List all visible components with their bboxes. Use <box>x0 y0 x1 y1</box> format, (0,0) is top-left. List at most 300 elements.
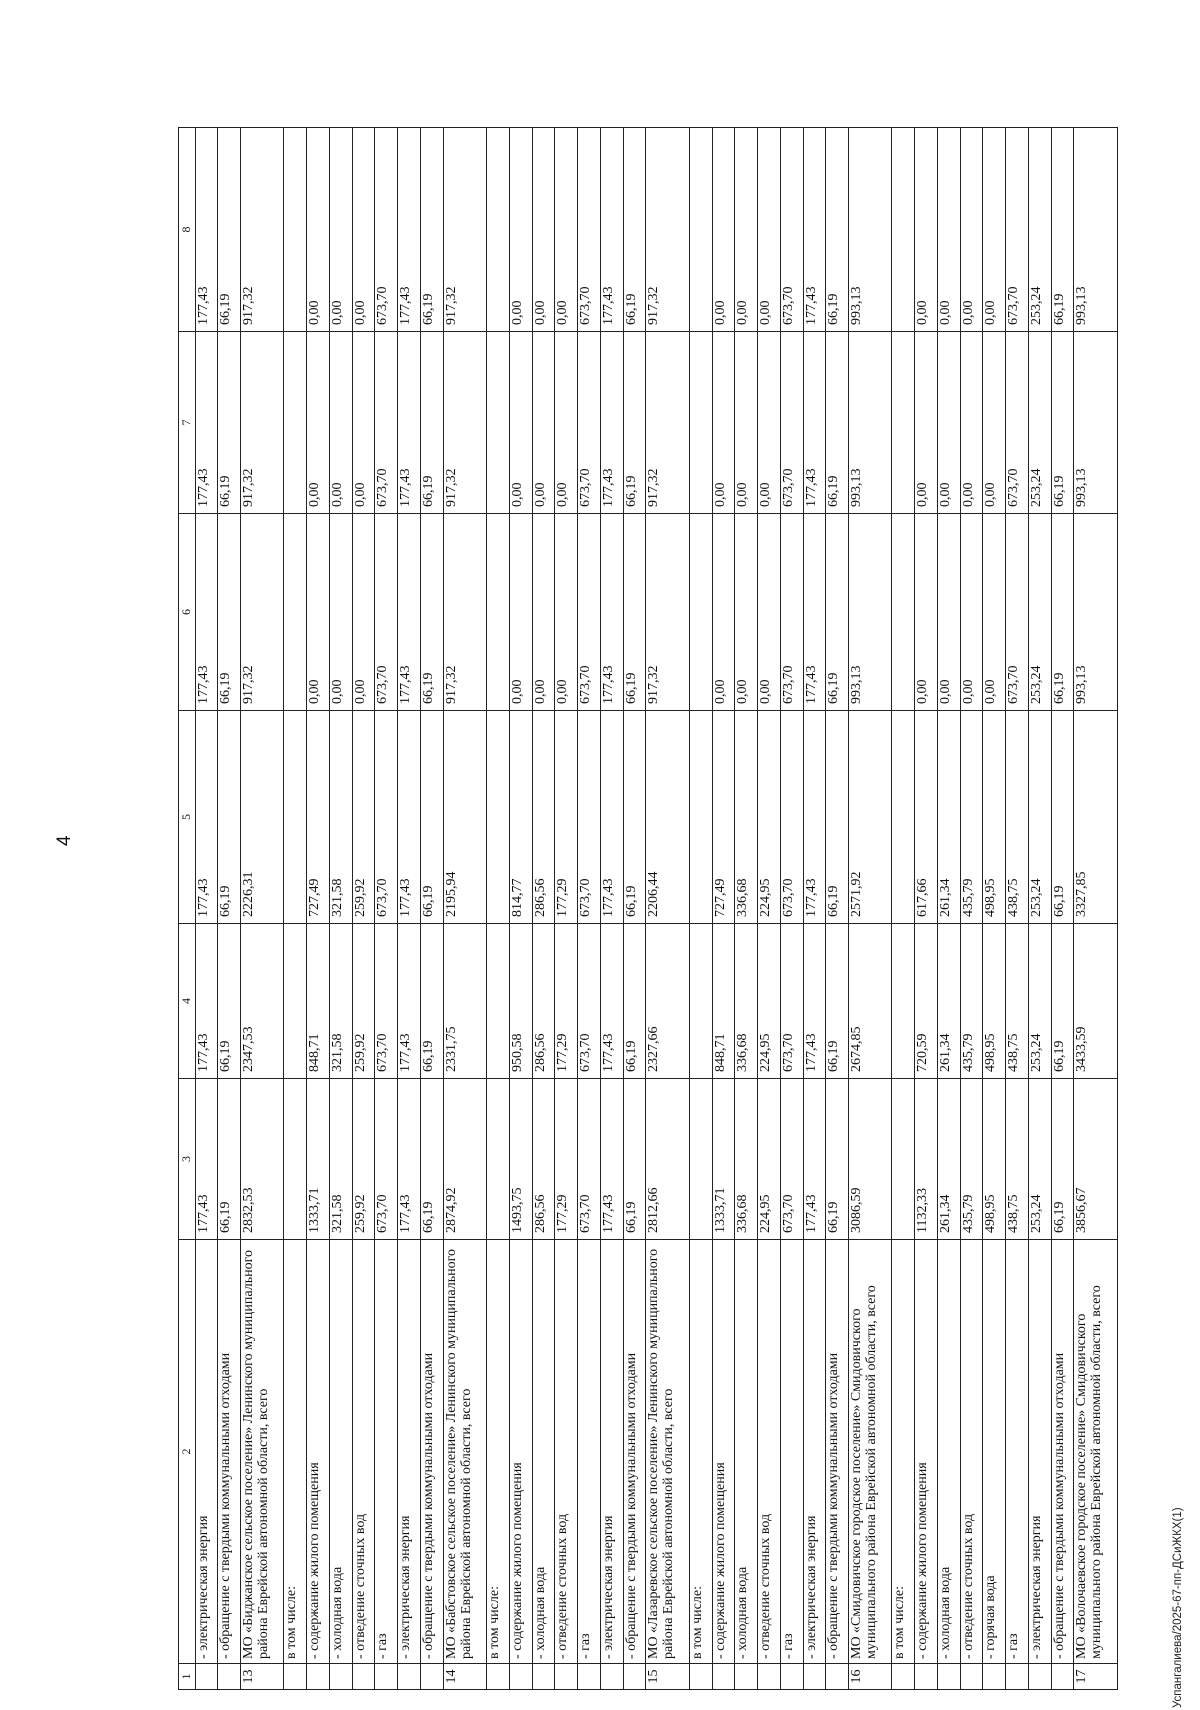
row-number <box>420 1664 443 1690</box>
row-label: - горячая вода <box>983 1240 1006 1664</box>
value-cell: 848,71 <box>712 924 735 1079</box>
value-cell <box>284 332 307 514</box>
value-cell: 498,95 <box>983 711 1006 924</box>
value-cell: 0,00 <box>307 514 330 711</box>
value-cell: 66,19 <box>420 514 443 711</box>
row-number <box>758 1664 781 1690</box>
value-cell: 673,70 <box>375 514 398 711</box>
value-cell <box>487 711 510 924</box>
value-cell: 177,43 <box>398 332 421 514</box>
row-number <box>307 1664 330 1690</box>
value-cell: 177,43 <box>803 332 826 514</box>
value-cell: 438,75 <box>1006 1079 1029 1240</box>
value-cell: 673,70 <box>375 1079 398 1240</box>
row-number <box>937 1664 960 1690</box>
row-label: - содержание жилого помещения <box>712 1240 735 1664</box>
value-cell: 286,56 <box>532 924 555 1079</box>
row-number <box>578 1664 601 1690</box>
value-cell: 0,00 <box>758 128 781 332</box>
row-number <box>218 1664 241 1690</box>
row-number <box>555 1664 578 1690</box>
table-row <box>1006 128 1029 1690</box>
value-cell: 950,58 <box>509 924 532 1079</box>
row-label: - содержание жилого помещения <box>915 1240 938 1664</box>
value-cell: 720,59 <box>915 924 938 1079</box>
row-number <box>375 1664 398 1690</box>
value-cell: 259,92 <box>352 924 375 1079</box>
value-cell: 3433,59 <box>1074 924 1118 1079</box>
value-cell: 673,70 <box>578 711 601 924</box>
value-cell: 0,00 <box>329 514 352 711</box>
document-reference: Успангалиева/2025-67-пп-ДСиЖКХ(1) <box>1172 1507 1184 1708</box>
value-cell: 848,71 <box>307 924 330 1079</box>
value-cell: 673,70 <box>375 332 398 514</box>
row-label: МО «Бабстовское сельское поселение» Ленинского муниципального района Еврейской автономной области, всего <box>443 1240 486 1664</box>
row-label: в том числе: <box>487 1240 510 1664</box>
value-cell: 673,70 <box>578 128 601 332</box>
value-cell: 617,66 <box>915 711 938 924</box>
value-cell: 261,34 <box>937 924 960 1079</box>
value-cell: 321,58 <box>329 924 352 1079</box>
value-cell: 224,95 <box>758 711 781 924</box>
value-cell: 177,29 <box>555 1079 578 1240</box>
table-row <box>487 128 510 1690</box>
table-row <box>712 128 735 1690</box>
column-header: 3 <box>179 1079 196 1240</box>
value-cell: 66,19 <box>826 1079 849 1240</box>
page-number: 4 <box>54 835 75 846</box>
value-cell: 1333,71 <box>712 1079 735 1240</box>
value-cell: 177,29 <box>555 924 578 1079</box>
value-cell: 0,00 <box>758 514 781 711</box>
value-cell: 498,95 <box>983 924 1006 1079</box>
value-cell: 2832,53 <box>241 1079 284 1240</box>
column-header: 4 <box>179 924 196 1079</box>
value-cell: 261,34 <box>937 711 960 924</box>
value-cell: 0,00 <box>915 128 938 332</box>
table-header-row <box>179 128 196 1690</box>
row-number <box>195 1664 218 1690</box>
value-cell: 261,34 <box>937 1079 960 1240</box>
row-label: - отведение сточных вод <box>555 1240 578 1664</box>
row-number: 16 <box>849 1664 892 1690</box>
value-cell: 0,00 <box>712 332 735 514</box>
table-row <box>983 128 1006 1690</box>
value-cell: 673,70 <box>578 332 601 514</box>
value-cell: 0,00 <box>915 514 938 711</box>
row-label: - электрическая энергия <box>398 1240 421 1664</box>
value-cell: 673,70 <box>375 128 398 332</box>
value-cell: 0,00 <box>329 332 352 514</box>
value-cell: 224,95 <box>758 924 781 1079</box>
value-cell: 0,00 <box>983 332 1006 514</box>
table-row <box>352 128 375 1690</box>
value-cell <box>892 128 915 332</box>
value-cell: 177,43 <box>195 711 218 924</box>
value-cell: 2195,94 <box>443 711 486 924</box>
value-cell: 177,43 <box>600 924 623 1079</box>
table-row <box>780 128 803 1690</box>
value-cell: 727,49 <box>307 711 330 924</box>
value-cell: 177,43 <box>803 1079 826 1240</box>
row-label: - обращение с твердыми коммунальными отходами <box>1051 1240 1074 1664</box>
row-label: - электрическая энергия <box>803 1240 826 1664</box>
value-cell: 673,70 <box>375 711 398 924</box>
row-number <box>284 1664 307 1690</box>
table-row <box>329 128 352 1690</box>
value-cell: 3856,67 <box>1074 1079 1118 1240</box>
value-cell: 673,70 <box>780 711 803 924</box>
value-cell: 177,43 <box>398 128 421 332</box>
value-cell: 917,32 <box>241 128 284 332</box>
value-cell: 286,56 <box>532 711 555 924</box>
value-cell: 0,00 <box>937 332 960 514</box>
column-header: 5 <box>179 711 196 924</box>
table-row <box>307 128 330 1690</box>
value-cell: 66,19 <box>826 711 849 924</box>
value-cell: 2331,75 <box>443 924 486 1079</box>
column-header: 7 <box>179 332 196 514</box>
value-cell: 2327,66 <box>646 924 689 1079</box>
row-number <box>509 1664 532 1690</box>
table-row <box>960 128 983 1690</box>
value-cell: 993,13 <box>1074 514 1118 711</box>
row-label: - отведение сточных вод <box>960 1240 983 1664</box>
table-row <box>1074 128 1118 1690</box>
value-cell: 177,43 <box>398 1079 421 1240</box>
column-header: 2 <box>179 1240 196 1664</box>
value-cell: 993,13 <box>849 332 892 514</box>
value-cell: 673,70 <box>578 924 601 1079</box>
row-number: 13 <box>241 1664 284 1690</box>
value-cell: 177,43 <box>195 332 218 514</box>
row-label: МО «Волочаевское городское поселение» Смидовичского муниципального района Еврейской автономной области, всего <box>1074 1240 1118 1664</box>
value-cell <box>487 924 510 1079</box>
value-cell: 0,00 <box>758 332 781 514</box>
value-cell: 177,43 <box>195 128 218 332</box>
value-cell <box>892 1079 915 1240</box>
value-cell: 993,13 <box>849 514 892 711</box>
value-cell <box>892 514 915 711</box>
value-cell: 66,19 <box>623 332 646 514</box>
value-cell <box>892 924 915 1079</box>
value-cell: 177,29 <box>555 711 578 924</box>
row-label: в том числе: <box>284 1240 307 1664</box>
value-cell: 727,49 <box>712 711 735 924</box>
value-cell: 286,56 <box>532 1079 555 1240</box>
table-row <box>826 128 849 1690</box>
value-cell: 1493,75 <box>509 1079 532 1240</box>
value-cell: 2674,85 <box>849 924 892 1079</box>
value-cell: 66,19 <box>218 1079 241 1240</box>
value-cell: 66,19 <box>420 711 443 924</box>
value-cell: 66,19 <box>623 128 646 332</box>
value-cell: 0,00 <box>735 514 758 711</box>
value-cell: 993,13 <box>1074 128 1118 332</box>
value-cell <box>284 711 307 924</box>
table-row <box>398 128 421 1690</box>
value-cell <box>487 1079 510 1240</box>
row-label: - электрическая энергия <box>195 1240 218 1664</box>
value-cell: 993,13 <box>1074 332 1118 514</box>
value-cell: 0,00 <box>509 128 532 332</box>
value-cell: 0,00 <box>712 128 735 332</box>
value-cell <box>892 332 915 514</box>
row-label: - электрическая энергия <box>1028 1240 1051 1664</box>
value-cell: 66,19 <box>1051 514 1074 711</box>
row-number <box>712 1664 735 1690</box>
value-cell: 673,70 <box>780 514 803 711</box>
row-label: МО «Биджанское сельское поселение» Ленинского муниципального района Еврейской автономной области, всего <box>241 1240 284 1664</box>
table-row <box>646 128 689 1690</box>
table-row <box>892 128 915 1690</box>
value-cell <box>689 1079 712 1240</box>
value-cell <box>689 128 712 332</box>
value-cell: 177,43 <box>600 332 623 514</box>
table-row <box>284 128 307 1690</box>
row-number <box>600 1664 623 1690</box>
value-cell: 0,00 <box>509 514 532 711</box>
table-row <box>555 128 578 1690</box>
table-row <box>443 128 486 1690</box>
value-cell: 0,00 <box>532 128 555 332</box>
value-cell: 66,19 <box>1051 128 1074 332</box>
column-header: 6 <box>179 514 196 711</box>
value-cell: 66,19 <box>218 924 241 1079</box>
value-cell <box>689 711 712 924</box>
value-cell: 814,77 <box>509 711 532 924</box>
value-cell: 66,19 <box>623 711 646 924</box>
value-cell: 0,00 <box>712 514 735 711</box>
table-row <box>1051 128 1074 1690</box>
value-cell: 336,68 <box>735 1079 758 1240</box>
value-cell: 177,43 <box>600 1079 623 1240</box>
value-cell <box>689 332 712 514</box>
row-label: - содержание жилого помещения <box>307 1240 330 1664</box>
value-cell: 673,70 <box>578 514 601 711</box>
value-cell: 0,00 <box>307 128 330 332</box>
value-cell: 0,00 <box>532 332 555 514</box>
row-label: - газ <box>1006 1240 1029 1664</box>
value-cell: 177,43 <box>600 128 623 332</box>
value-cell: 0,00 <box>555 514 578 711</box>
value-cell: 673,70 <box>375 924 398 1079</box>
row-label: МО «Смидовичское городское поселение» Смидовичского муниципального района Еврейской автономной области, всего <box>849 1240 892 1664</box>
value-cell: 2812,66 <box>646 1079 689 1240</box>
row-number <box>983 1664 1006 1690</box>
table-row <box>195 128 218 1690</box>
value-cell: 0,00 <box>352 514 375 711</box>
value-cell: 1333,71 <box>307 1079 330 1240</box>
row-number <box>398 1664 421 1690</box>
value-cell: 0,00 <box>307 332 330 514</box>
value-cell: 321,58 <box>329 1079 352 1240</box>
value-cell: 253,24 <box>1028 128 1051 332</box>
value-cell: 66,19 <box>420 332 443 514</box>
value-cell: 177,43 <box>803 514 826 711</box>
value-cell: 66,19 <box>826 332 849 514</box>
value-cell <box>284 1079 307 1240</box>
value-cell: 0,00 <box>915 332 938 514</box>
value-cell: 0,00 <box>937 128 960 332</box>
value-cell: 2571,92 <box>849 711 892 924</box>
table-row <box>218 128 241 1690</box>
value-cell: 336,68 <box>735 711 758 924</box>
value-cell: 917,32 <box>443 128 486 332</box>
row-number <box>960 1664 983 1690</box>
table-row <box>803 128 826 1690</box>
value-cell: 0,00 <box>329 128 352 332</box>
row-label: - газ <box>578 1240 601 1664</box>
value-cell: 917,32 <box>646 128 689 332</box>
value-cell: 253,24 <box>1028 924 1051 1079</box>
value-cell: 0,00 <box>960 332 983 514</box>
value-cell: 0,00 <box>509 332 532 514</box>
value-cell: 66,19 <box>420 1079 443 1240</box>
value-cell: 0,00 <box>555 332 578 514</box>
value-cell: 0,00 <box>937 514 960 711</box>
value-cell <box>284 128 307 332</box>
value-cell: 2874,92 <box>443 1079 486 1240</box>
row-number <box>689 1664 712 1690</box>
value-cell: 673,70 <box>1006 514 1029 711</box>
value-cell: 177,43 <box>195 514 218 711</box>
row-label: в том числе: <box>689 1240 712 1664</box>
value-cell: 438,75 <box>1006 924 1029 1079</box>
row-number: 17 <box>1074 1664 1118 1690</box>
value-cell: 177,43 <box>600 514 623 711</box>
value-cell: 177,43 <box>398 711 421 924</box>
row-label: МО «Лазаревское сельское поселение» Ленинского муниципального района Еврейской автономной области, всего <box>646 1240 689 1664</box>
row-number <box>532 1664 555 1690</box>
row-label: - газ <box>375 1240 398 1664</box>
value-cell: 673,70 <box>780 128 803 332</box>
value-cell: 673,70 <box>780 332 803 514</box>
value-cell: 177,43 <box>398 514 421 711</box>
table-row <box>915 128 938 1690</box>
value-cell: 917,32 <box>241 514 284 711</box>
column-header: 8 <box>179 128 196 332</box>
value-cell: 498,95 <box>983 1079 1006 1240</box>
row-label: - холодная вода <box>937 1240 960 1664</box>
value-cell: 66,19 <box>1051 1079 1074 1240</box>
value-cell: 673,70 <box>1006 332 1029 514</box>
value-cell: 993,13 <box>849 128 892 332</box>
value-cell: 177,43 <box>600 711 623 924</box>
column-header: 1 <box>179 1664 196 1690</box>
value-cell: 2206,44 <box>646 711 689 924</box>
value-cell: 66,19 <box>623 514 646 711</box>
value-cell: 435,79 <box>960 1079 983 1240</box>
value-cell: 177,43 <box>398 924 421 1079</box>
value-cell: 66,19 <box>420 128 443 332</box>
value-cell: 321,58 <box>329 711 352 924</box>
table-row <box>241 128 284 1690</box>
value-cell: 3086,59 <box>849 1079 892 1240</box>
row-label: - обращение с твердыми коммунальными отходами <box>623 1240 646 1664</box>
row-number <box>892 1664 915 1690</box>
value-cell: 66,19 <box>218 514 241 711</box>
row-label: - обращение с твердыми коммунальными отходами <box>420 1240 443 1664</box>
value-cell: 0,00 <box>983 514 1006 711</box>
value-cell: 673,70 <box>1006 128 1029 332</box>
value-cell <box>487 514 510 711</box>
row-number <box>1051 1664 1074 1690</box>
row-number <box>735 1664 758 1690</box>
row-number <box>780 1664 803 1690</box>
row-number: 14 <box>443 1664 486 1690</box>
row-number <box>826 1664 849 1690</box>
table-row <box>623 128 646 1690</box>
value-cell: 66,19 <box>623 1079 646 1240</box>
value-cell: 66,19 <box>218 128 241 332</box>
value-cell: 177,43 <box>195 924 218 1079</box>
value-cell: 66,19 <box>623 924 646 1079</box>
row-number <box>1006 1664 1029 1690</box>
value-cell <box>892 711 915 924</box>
row-number <box>1028 1664 1051 1690</box>
value-cell: 66,19 <box>218 711 241 924</box>
value-cell: 253,24 <box>1028 514 1051 711</box>
row-label: - обращение с твердыми коммунальными отходами <box>826 1240 849 1664</box>
row-number <box>487 1664 510 1690</box>
row-label: - обращение с твердыми коммунальными отходами <box>218 1240 241 1664</box>
row-number <box>803 1664 826 1690</box>
row-label: - содержание жилого помещения <box>509 1240 532 1664</box>
value-cell: 253,24 <box>1028 332 1051 514</box>
value-cell: 177,43 <box>803 924 826 1079</box>
value-cell <box>487 128 510 332</box>
value-cell <box>487 332 510 514</box>
row-number <box>915 1664 938 1690</box>
value-cell: 438,75 <box>1006 711 1029 924</box>
value-cell: 0,00 <box>983 128 1006 332</box>
value-cell: 435,79 <box>960 711 983 924</box>
table-row <box>375 128 398 1690</box>
row-label: в том числе: <box>892 1240 915 1664</box>
tariff-table-body <box>179 128 1118 1690</box>
value-cell: 66,19 <box>826 514 849 711</box>
row-number <box>623 1664 646 1690</box>
value-cell: 917,32 <box>646 514 689 711</box>
row-number <box>352 1664 375 1690</box>
row-label: - газ <box>780 1240 803 1664</box>
value-cell: 1132,33 <box>915 1079 938 1240</box>
table-row <box>600 128 623 1690</box>
value-cell: 673,70 <box>578 1079 601 1240</box>
table-row <box>937 128 960 1690</box>
row-label: - отведение сточных вод <box>758 1240 781 1664</box>
value-cell: 0,00 <box>352 128 375 332</box>
value-cell: 0,00 <box>735 332 758 514</box>
value-cell: 0,00 <box>352 332 375 514</box>
value-cell: 0,00 <box>960 514 983 711</box>
value-cell: 66,19 <box>1051 711 1074 924</box>
value-cell: 66,19 <box>218 332 241 514</box>
table-row <box>689 128 712 1690</box>
tariff-table <box>178 127 1118 1690</box>
row-label: - холодная вода <box>532 1240 555 1664</box>
value-cell: 673,70 <box>780 924 803 1079</box>
row-label: - отведение сточных вод <box>352 1240 375 1664</box>
table-row <box>758 128 781 1690</box>
value-cell: 0,00 <box>960 128 983 332</box>
value-cell: 224,95 <box>758 1079 781 1240</box>
table-row <box>1028 128 1051 1690</box>
value-cell: 2347,53 <box>241 924 284 1079</box>
value-cell: 0,00 <box>735 128 758 332</box>
value-cell: 917,32 <box>646 332 689 514</box>
